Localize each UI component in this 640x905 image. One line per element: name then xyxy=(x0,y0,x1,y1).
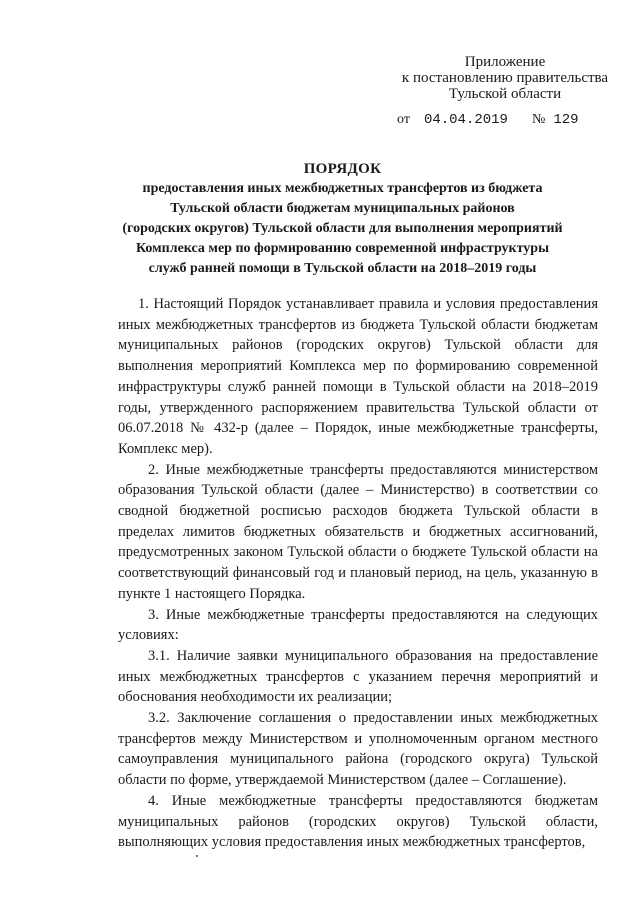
paragraph-3: 3. Иные межбюджетные трансферты предоставляются на следующих условиях: xyxy=(118,606,598,644)
number-sign: № xyxy=(531,112,546,127)
decree-date-number xyxy=(397,112,579,128)
paragraph-1: 1. Настоящий Порядок устанавливает правила и условия предоставления иных межбюджетных трансфертов из бюджета Тульской области бюджетам муниципальных районов (городских округов) Тульской области для выполнения мероприятий Комплекса мер по формированию современной инфраструктуры служб ранней помощи в Тульской области на 2018–2019 годы, утвержденного распоряжением правительства Тульской области от 06.07.2018 № 432-р (далее – Порядок, иные межбюджетные трансферты, Комплекс мер). xyxy=(118,296,598,457)
title-main: ПОРЯДОК xyxy=(303,161,382,177)
title-line-4: Комплекса мер по формированию современной инфраструктуры xyxy=(135,241,550,256)
paragraph-4: 4. Иные межбюджетные трансферты предоставляются бюджетам муниципальных районов (городских округов) Тульской области, выполняющих условия предоставления иных межбюджетных трансфертов, xyxy=(118,792,598,851)
document-title xyxy=(100,160,585,279)
decree-date: 04.04.2019 xyxy=(423,112,508,128)
date-prefix: от xyxy=(397,112,410,127)
decree-number: 129 xyxy=(553,112,579,128)
appendix-header xyxy=(395,54,615,102)
title-line-5: служб ранней помощи в Тульской области на 2018–2019 годы xyxy=(148,261,537,276)
paragraph-2: 2. Иные межбюджетные трансферты предоставляются министерством образования Тульской области (далее – Министерство) в соответствии со сводной бюджетной росписью расходов бюджета Тульской области в пределах лимитов бюджетных обязательств и бюджетных ассигнований, предусмотренных законом Тульской области о бюджете Тульской области на соответствующий финансовый год и плановый период, на цель, указанную в пункте 1 настоящего Порядка. xyxy=(118,461,598,602)
paragraph-3-1: 3.1. Наличие заявки муниципального образования на предоставление иных межбюджетных трансфертов с указанием перечня мероприятий и обоснования необходимости их реализации; xyxy=(118,647,598,706)
appendix-line-1: Приложение xyxy=(464,54,546,70)
title-line-1: предоставления иных межбюджетных трансфертов из бюджета xyxy=(142,181,543,196)
appendix-line-2: к постановлению правительства xyxy=(401,70,609,86)
scan-speck xyxy=(196,855,198,857)
title-line-3: (городских округов) Тульской области для выполнения мероприятий xyxy=(122,221,563,236)
paragraph-3-2: 3.2. Заключение соглашения о предоставлении иных межбюджетных трансфертов между Министерством и уполномоченным органом местного самоуправления муниципального района (городского округа) Тульской области по форме, утверждаемой Министерством (далее – Соглашение). xyxy=(118,710,598,789)
document-body xyxy=(118,294,598,853)
title-line-2: Тульской области бюджетам муниципальных районов xyxy=(170,201,515,216)
appendix-line-3: Тульской области xyxy=(448,86,562,102)
